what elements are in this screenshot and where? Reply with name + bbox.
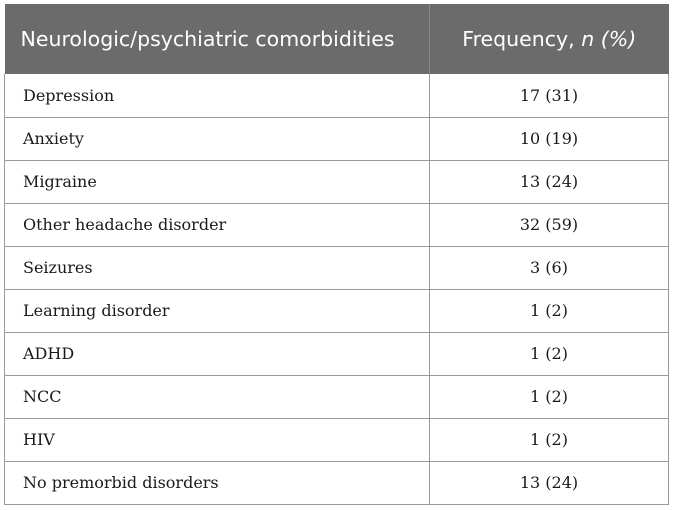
condition-cell: Depression	[5, 74, 430, 117]
frequency-cell: 10 (19)	[430, 117, 669, 160]
frequency-cell: 1 (2)	[430, 332, 669, 375]
header-comorbidities: Neurologic/psychiatric comorbidities	[5, 4, 430, 74]
condition-cell: No premorbid disorders	[5, 461, 430, 504]
table-header	[5, 4, 669, 74]
table-row	[5, 418, 669, 461]
condition-cell: ADHD	[5, 332, 430, 375]
condition-cell: Migraine	[5, 160, 430, 203]
condition-cell: Anxiety	[5, 117, 430, 160]
frequency-cell: 17 (31)	[430, 74, 669, 117]
frequency-cell: 1 (2)	[430, 418, 669, 461]
table-row	[5, 461, 669, 504]
table-row	[5, 203, 669, 246]
header-frequency	[430, 4, 669, 74]
table-row	[5, 289, 669, 332]
frequency-cell: 1 (2)	[430, 289, 669, 332]
table-row	[5, 74, 669, 117]
frequency-cell: 13 (24)	[430, 461, 669, 504]
table-row	[5, 160, 669, 203]
condition-cell: Other headache disorder	[5, 203, 430, 246]
comorbidities-table	[4, 4, 669, 505]
frequency-cell: 3 (6)	[430, 246, 669, 289]
table-row	[5, 332, 669, 375]
table-body	[5, 74, 669, 504]
condition-cell: Learning disorder	[5, 289, 430, 332]
table-row	[5, 246, 669, 289]
frequency-cell: 32 (59)	[430, 203, 669, 246]
frequency-cell: 13 (24)	[430, 160, 669, 203]
header-frequency-label: Frequency,	[462, 27, 582, 51]
table-row	[5, 375, 669, 418]
condition-cell: NCC	[5, 375, 430, 418]
header-row	[5, 4, 669, 74]
header-frequency-unit: n (%)	[581, 27, 637, 51]
frequency-cell: 1 (2)	[430, 375, 669, 418]
condition-cell: Seizures	[5, 246, 430, 289]
table-row	[5, 117, 669, 160]
condition-cell: HIV	[5, 418, 430, 461]
